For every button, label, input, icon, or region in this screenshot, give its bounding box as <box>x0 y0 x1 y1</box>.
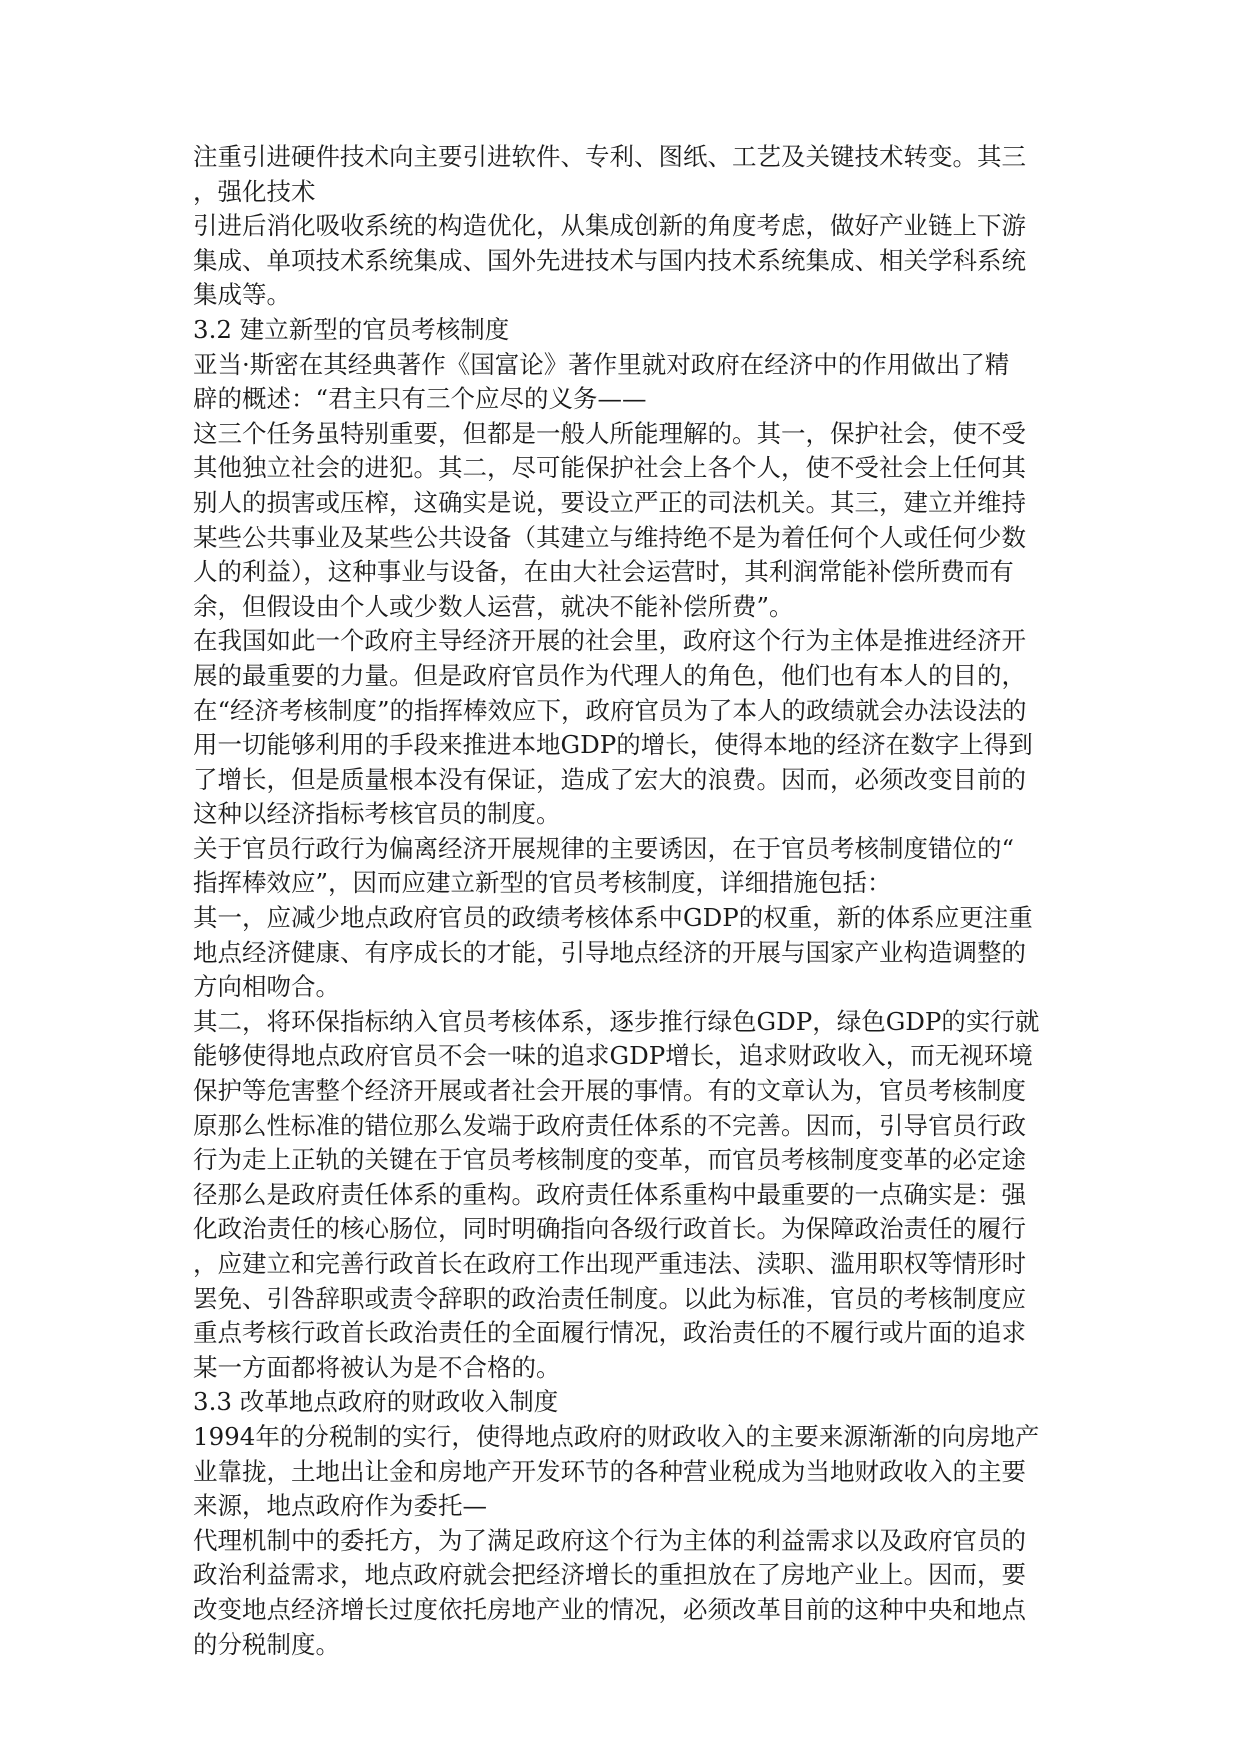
text-line: 1994年的分税制的实行，使得地点政府的财政收入的主要来源渐渐的向房地产 <box>193 1421 1040 1451</box>
text-line: 来源，地点政府作为委托— <box>193 1491 487 1521</box>
text-line: 改变地点经济增长过度依托房地产业的情况，必须改革目前的这种中央和地点 <box>193 1594 1026 1624</box>
text-line: 关于官员行政行为偏离经济开展规律的主要诱因，在于官员考核制度错位的“ <box>193 833 1015 863</box>
text-line: 行为走上正轨的关键在于官员考核制度的变革，而官员考核制度变革的必定途 <box>193 1145 1026 1175</box>
text-line: 在我国如此一个政府主导经济开展的社会里，政府这个行为主体是推进经济开 <box>193 626 1026 656</box>
text-line: 其二，将环保指标纳入官员考核体系，逐步推行绿色GDP，绿色GDP的实行就 <box>193 1006 1040 1036</box>
text-line: 别人的损害或压榨，这确实是说，要设立严正的司法机关。其三，建立并维持 <box>193 487 1026 517</box>
text-line: 辟的概述：“君主只有三个应尽的义务—— <box>193 384 647 414</box>
text-line: 某些公共事业及某些公共设备（其建立与维持绝不是为着任何个人或任何少数 <box>193 522 1026 552</box>
text-line: 的分税制度。 <box>193 1629 340 1659</box>
text-line: ，应建立和完善行政首长在政府工作出现严重违法、渎职、滥用职权等情形时 <box>193 1249 1026 1278</box>
text-line: 代理机制中的委托方，为了满足政府这个行为主体的利益需求以及政府官员的 <box>193 1525 1026 1555</box>
text-line: 了增长，但是质量根本没有保证，造成了宏大的浪费。因而，必须改变目前的 <box>193 764 1026 794</box>
text-line: 化政治责任的核心肠位，同时明确指向各级行政首长。为保障政治责任的履行 <box>193 1214 1026 1244</box>
text-line: 保护等危害整个经济开展或者社会开展的事情。有的文章认为，官员考核制度 <box>193 1076 1026 1106</box>
text-line: 业靠拢，土地出让金和房地产开发环节的各种营业税成为当地财政收入的主要 <box>193 1456 1026 1486</box>
text-line: 径那么是政府责任体系的重构。政府责任体系重构中最重要的一点确实是：强 <box>193 1179 1026 1209</box>
text-line: 集成、单项技术系统集成、国外先进技术与国内技术系统集成、相关学科系统 <box>193 245 1026 275</box>
text-line: 注重引进硬件技术向主要引进软件、专利、图纸、工艺及关键技术转变。其三 <box>193 142 1026 171</box>
text-line: 这三个任务虽特别重要，但都是一般人所能理解的。其一，保护社会，使不受 <box>193 418 1026 448</box>
text-line: 人的利益），这种事业与设备，在由大社会运营时，其利润常能补偿所费而有 <box>193 557 1014 587</box>
text-line: 集成等。 <box>193 280 291 310</box>
text-line: ，强化技术 <box>193 176 316 206</box>
text-line: 罢免、引咎辞职或责令辞职的政治责任制度。以此为标准，官员的考核制度应 <box>193 1283 1026 1313</box>
text-line: 指挥棒效应”，因而应建立新型的官员考核制度，详细措施包括： <box>193 868 892 898</box>
text-line: 展的最重要的力量。但是政府官员作为代理人的角色，他们也有本人的目的， <box>193 660 1026 690</box>
text-line: 其一，应减少地点政府官员的政绩考核体系中GDP的权重，新的体系应更注重 <box>193 903 1033 933</box>
text-line: 其他独立社会的进犯。其二，尽可能保护社会上各个人，使不受社会上任何其 <box>193 453 1026 483</box>
text-line: 重点考核行政首长政治责任的全面履行情况，政治责任的不履行或片面的追求 <box>193 1318 1026 1348</box>
document-body <box>193 140 1053 1662</box>
text-line: 方向相吻合。 <box>193 972 340 1002</box>
section-heading: 3.2 建立新型的官员考核制度 <box>193 314 510 344</box>
text-line: 这种以经济指标考核官员的制度。 <box>193 799 561 829</box>
text-line: 亚当·斯密在其经典著作《国富论》著作里就对政府在经济中的作用做出了精 <box>193 349 1010 379</box>
text-line: 某一方面都将被认为是不合格的。 <box>193 1352 561 1382</box>
text-line: 用一切能够利用的手段来推进本地GDP的增长，使得本地的经济在数字上得到 <box>193 730 1033 760</box>
text-line: 原那么性标准的错位那么发端于政府责任体系的不完善。因而，引导官员行政 <box>193 1110 1026 1140</box>
text-line: 引进后消化吸收系统的构造优化，从集成创新的角度考虑，做好产业链上下游 <box>193 211 1026 241</box>
text-line: 政治利益需求，地点政府就会把经济增长的重担放在了房地产业上。因而，要 <box>193 1560 1026 1590</box>
section-heading: 3.3 改革地点政府的财政收入制度 <box>193 1387 559 1417</box>
text-line: 在“经济考核制度”的指挥棒效应下，政府官员为了本人的政绩就会办法设法的 <box>193 695 1027 725</box>
text-line: 能够使得地点政府官员不会一味的追求GDP增长，追求财政收入，而无视环境 <box>193 1041 1033 1071</box>
text-line: 余，但假设由个人或少数人运营，就决不能补偿所费”。 <box>193 591 794 621</box>
text-line: 地点经济健康、有序成长的才能，引导地点经济的开展与国家产业构造调整的 <box>193 937 1026 967</box>
